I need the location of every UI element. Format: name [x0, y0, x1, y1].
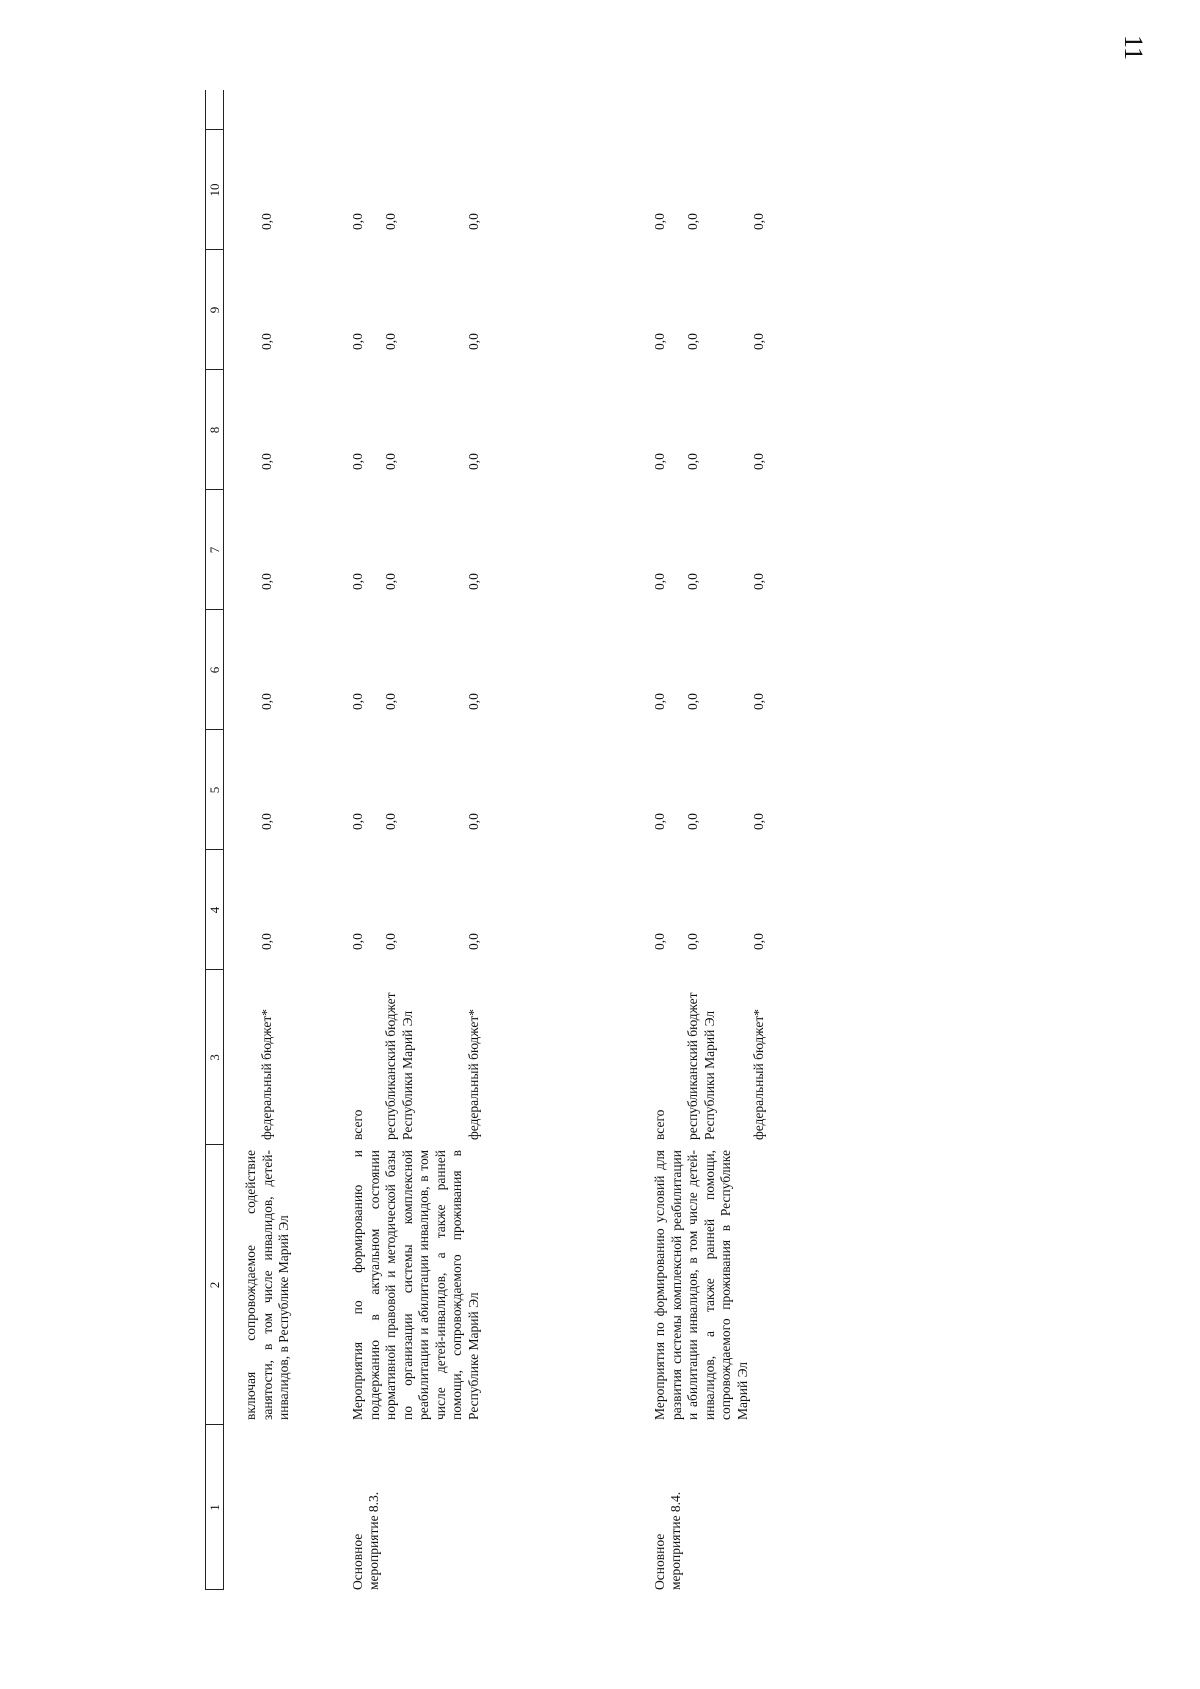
- header-cell: 7: [207, 546, 222, 554]
- value-cell: 0,0: [466, 693, 481, 710]
- header-cell: 8: [207, 426, 222, 434]
- event-number: Основное: [350, 1533, 365, 1590]
- value-cell: 0,0: [350, 333, 365, 350]
- value-cell: 0,0: [685, 933, 700, 950]
- value-cell: 0,0: [383, 453, 398, 470]
- value-cell: 0,0: [350, 573, 365, 590]
- event-description: включая сопровождаемое содействие занятости, в том числе инвалидов, детей-инвалидов, в Республике Марий Эл: [243, 1150, 291, 1420]
- value-cell: 0,0: [383, 693, 398, 710]
- header-cell: 10: [207, 183, 222, 197]
- table-top-border: [205, 90, 206, 1590]
- value-cell: 0,0: [466, 333, 481, 350]
- value-cell: 0,0: [466, 213, 481, 230]
- value-cell: 0,0: [685, 693, 700, 710]
- value-cell: 0,0: [350, 693, 365, 710]
- value-cell: 0,0: [259, 333, 274, 350]
- event-description: Мероприятия по формированию условий для развития системы комплексной реабилитации и абилитации инвалидов, в том числе детей-инвалидов, а также ранней помощи, сопровождаемого проживания в Республике Марий Эл: [652, 1150, 750, 1420]
- header-cell: 5: [207, 786, 222, 794]
- header-cell: 6: [207, 666, 222, 674]
- value-cell: 0,0: [652, 813, 667, 830]
- value-cell: 0,0: [751, 213, 766, 230]
- value-cell: 0,0: [259, 693, 274, 710]
- value-cell: 0,0: [466, 573, 481, 590]
- value-cell: 0,0: [652, 213, 667, 230]
- value-cell: 0,0: [751, 693, 766, 710]
- value-cell: 0,0: [350, 453, 365, 470]
- header-cell: 1: [207, 1504, 222, 1511]
- value-cell: 0,0: [466, 933, 481, 950]
- funding-source: всего: [350, 1109, 365, 1140]
- value-cell: 0,0: [751, 813, 766, 830]
- value-cell: 0,0: [259, 813, 274, 830]
- value-cell: 0,0: [652, 573, 667, 590]
- value-cell: 0,0: [259, 453, 274, 470]
- value-cell: 0,0: [685, 573, 700, 590]
- event-number: Основное: [652, 1533, 667, 1590]
- event-description: Мероприятия по формированию и поддержанию в актуальном состоянии нормативной правовой и методической базы по организации системы комплексной реабилитации и абилитации инвалидов, в том числе детей-инвалидов, а также ранней помощи, сопровождаемого проживания в Республике Марий Эл: [350, 1150, 481, 1420]
- value-cell: 0,0: [751, 333, 766, 350]
- value-cell: 0,0: [466, 813, 481, 830]
- value-cell: 0,0: [350, 813, 365, 830]
- value-cell: 0,0: [259, 933, 274, 950]
- header-bottom-border: [223, 90, 224, 1590]
- funding-source: федеральный бюджет*: [751, 1009, 766, 1140]
- value-cell: 0,0: [652, 693, 667, 710]
- value-cell: 0,0: [259, 213, 274, 230]
- event-number: мероприятие 8.4.: [668, 1491, 683, 1590]
- value-cell: 0,0: [383, 933, 398, 950]
- value-cell: 0,0: [652, 933, 667, 950]
- page-number: 11: [1119, 35, 1148, 61]
- funding-source: федеральный бюджет*: [466, 1009, 481, 1140]
- value-cell: 0,0: [685, 813, 700, 830]
- value-cell: 0,0: [751, 933, 766, 950]
- funding-source: республиканский бюджет Республики Марий Эл: [685, 992, 717, 1140]
- header-cell: 3: [207, 1054, 222, 1061]
- funding-source: всего: [652, 1109, 667, 1140]
- value-cell: 0,0: [383, 573, 398, 590]
- value-cell: 0,0: [259, 573, 274, 590]
- value-cell: 0,0: [652, 333, 667, 350]
- value-cell: 0,0: [383, 333, 398, 350]
- value-cell: 0,0: [685, 453, 700, 470]
- header-cell: 2: [207, 1281, 222, 1289]
- budget-table: [205, 90, 995, 1590]
- value-cell: 0,0: [685, 213, 700, 230]
- header-cell: 9: [207, 306, 222, 314]
- header-cell: 4: [207, 906, 222, 914]
- funding-source: федеральный бюджет*: [259, 1009, 274, 1140]
- value-cell: 0,0: [466, 453, 481, 470]
- value-cell: 0,0: [383, 813, 398, 830]
- value-cell: 0,0: [751, 453, 766, 470]
- value-cell: 0,0: [685, 333, 700, 350]
- value-cell: 0,0: [350, 933, 365, 950]
- value-cell: 0,0: [350, 213, 365, 230]
- value-cell: 0,0: [383, 213, 398, 230]
- value-cell: 0,0: [652, 453, 667, 470]
- value-cell: 0,0: [751, 573, 766, 590]
- funding-source: республиканский бюджет Республики Марий Эл: [383, 992, 415, 1140]
- event-number: мероприятие 8.3.: [366, 1491, 381, 1590]
